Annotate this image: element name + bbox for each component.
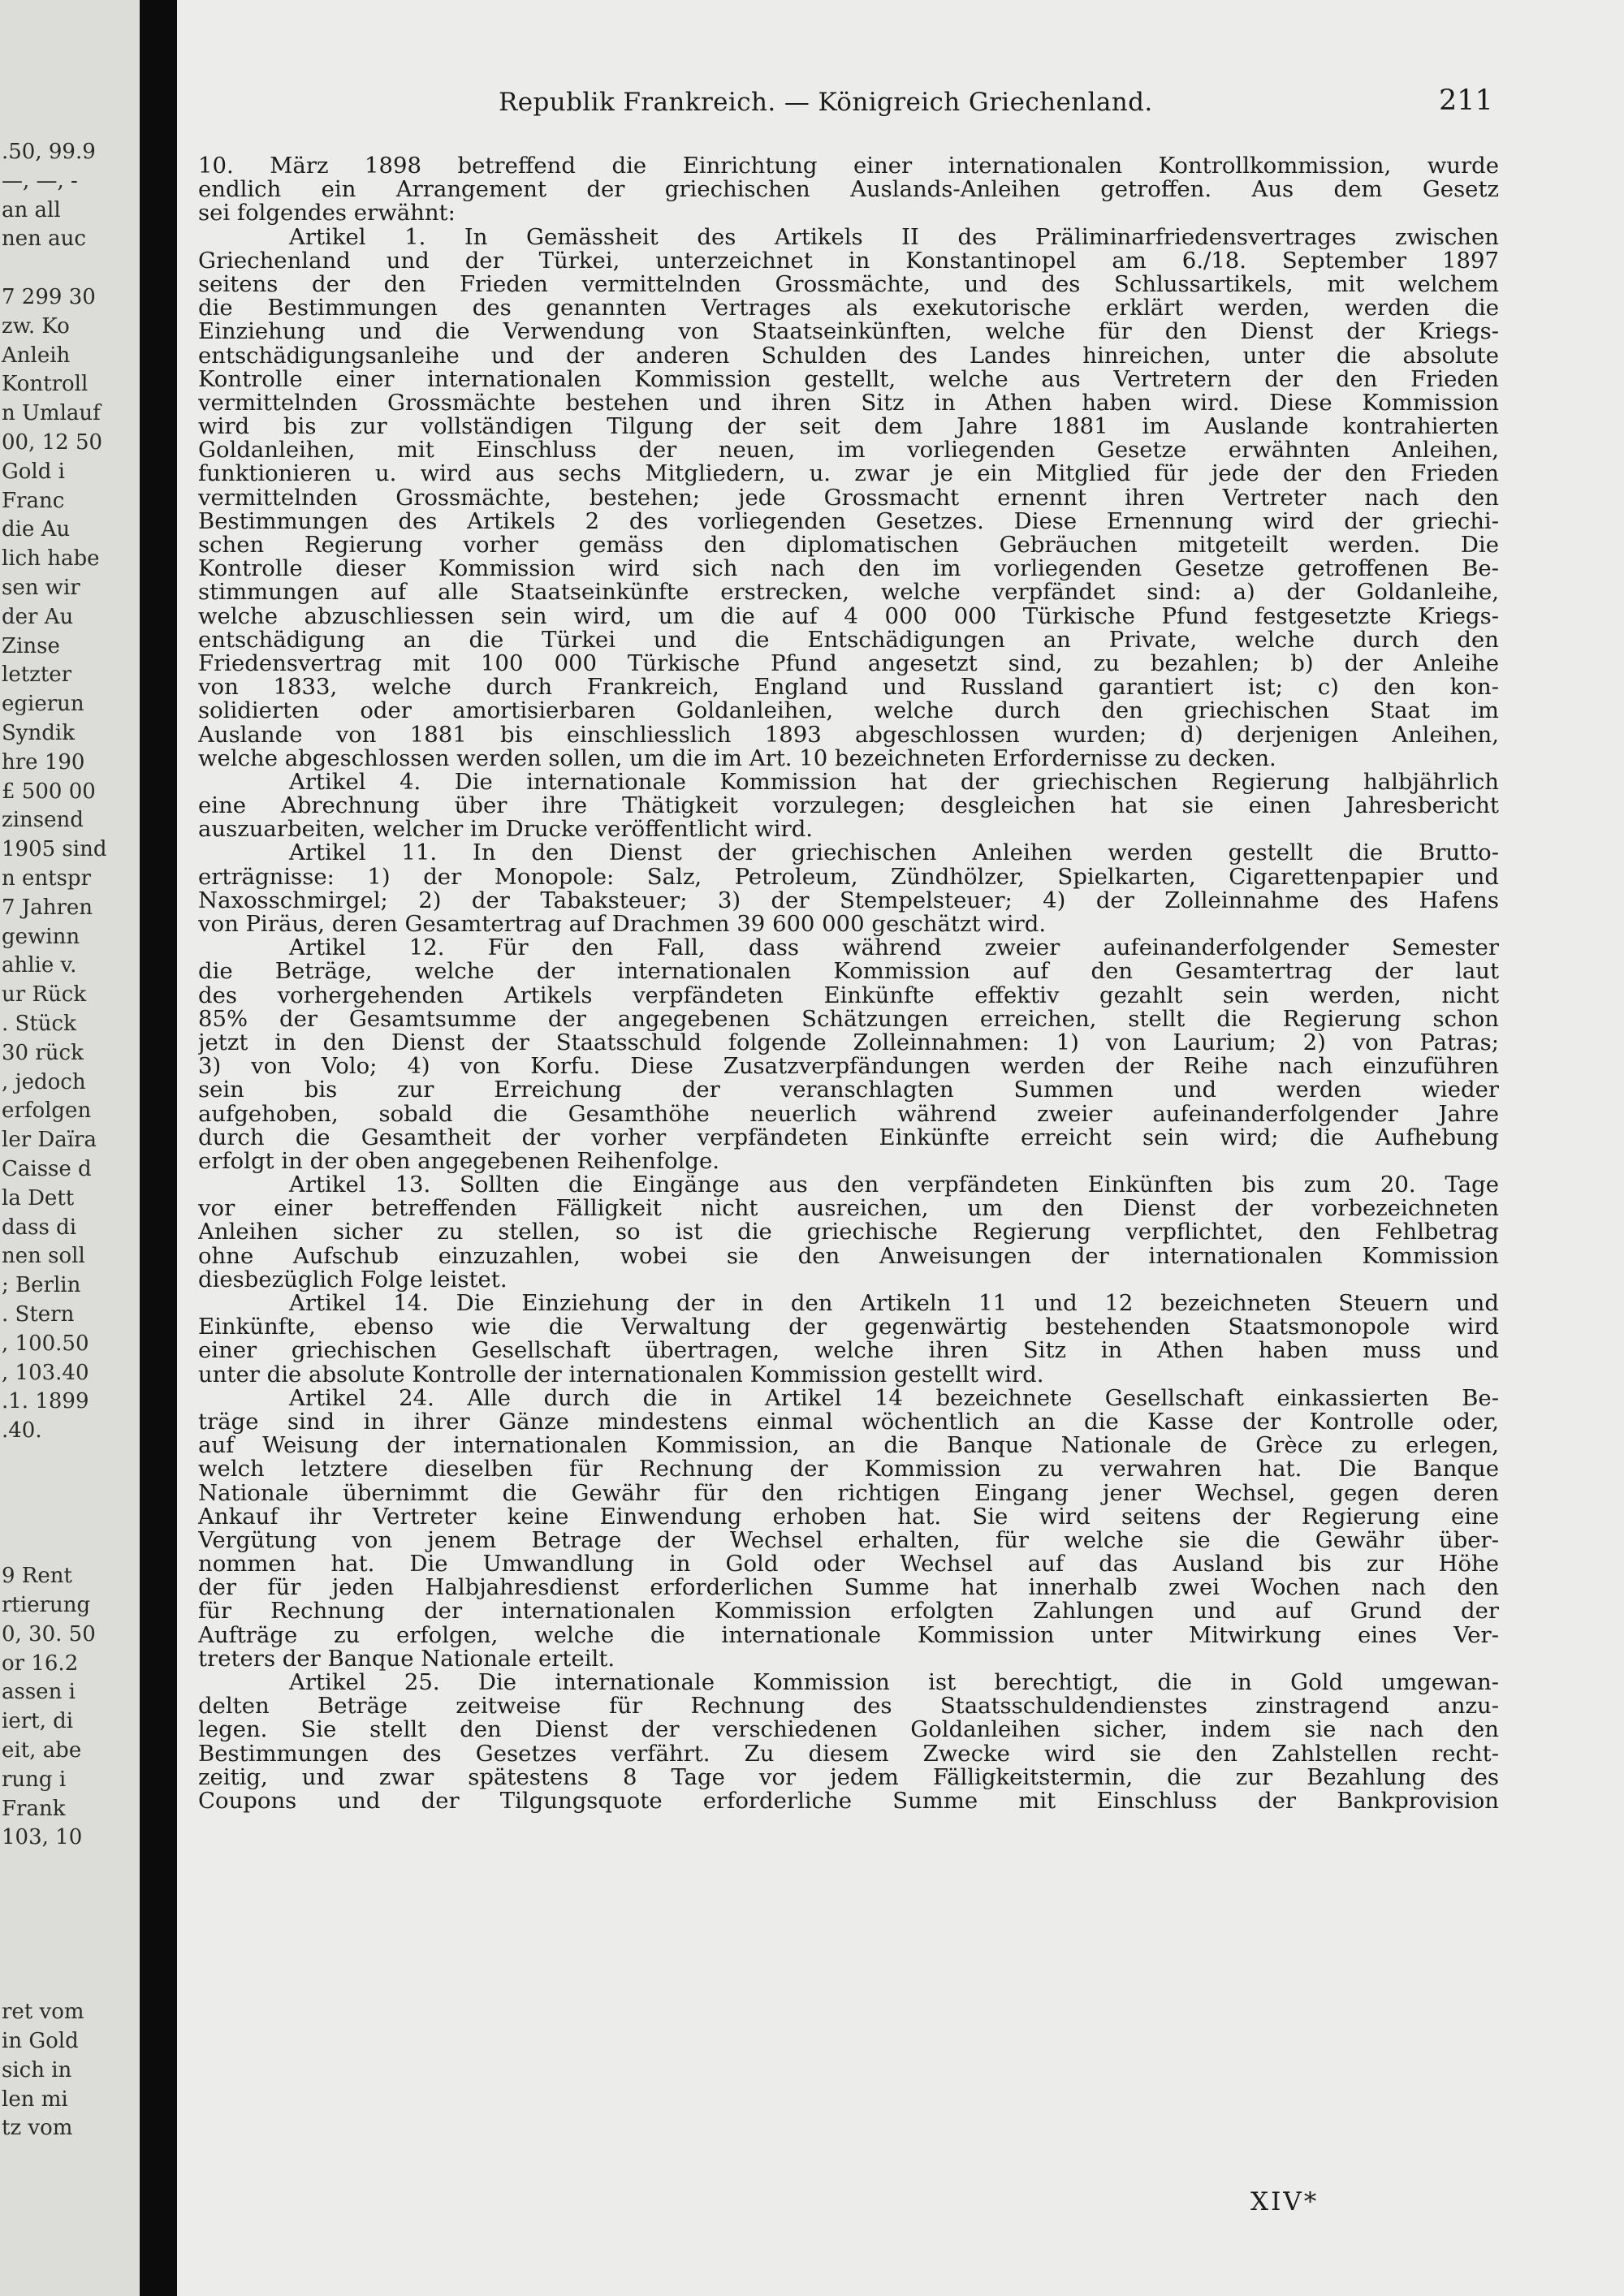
text-line: Kontrolle dieser Kommission wird sich nach den im vorliegenden Gesetze getroffenen Be- (198, 557, 1499, 581)
text-line: Artikel 1. In Gemässheit des Artikels II des Präliminarfriedensvertrages zwischen (289, 225, 1499, 249)
text-line: welch letztere dieselben für Rechnung der Kommission zu verwahren hat. Die Banque (198, 1457, 1499, 1482)
adjacent-page-fragment: , 103.40 (2, 1360, 89, 1385)
adjacent-page-fragment: lich habe (2, 546, 100, 572)
adjacent-page-fragment: . Stern (2, 1302, 75, 1327)
text-line: Artikel 12. Für den Fall, dass während zweier aufeinanderfolgender Semester (289, 936, 1499, 960)
text-line: Nationale übernimmt die Gewähr für den richtigen Eingang jener Wechsel, gegen deren (198, 1481, 1499, 1505)
adjacent-page-edge (0, 0, 140, 2296)
adjacent-page-fragment: dass di (2, 1215, 77, 1240)
text-line: des vorhergehenden Artikels verpfändeten Einkünfte effektiv gezahlt sein werden, nicht (198, 983, 1499, 1008)
text-line: vor einer betreffenden Fälligkeit nicht ausreichen, um den Dienst der vorbezeichneten (198, 1197, 1499, 1221)
adjacent-page-fragment: 103, 10 (2, 1825, 83, 1850)
text-line: eine Abrechnung über ihre Thätigkeit vorzulegen; desgleichen hat sie einen Jahresbericht (198, 794, 1499, 818)
text-line: aufgehoben, sobald die Gesamthöhe neuerlich während zweier aufeinanderfolgender Jahre (198, 1102, 1499, 1126)
text-line: der für jeden Halbjahresdienst erforderlichen Summe hat innerhalb zwei Wochen nach den (198, 1576, 1499, 1600)
adjacent-page-fragment: iert, di (2, 1709, 74, 1734)
text-line: die Beträge, welche der internationalen Kommission auf den Gesamtertrag der laut (198, 960, 1499, 984)
adjacent-page-fragment: ; Berlin (2, 1273, 81, 1298)
adjacent-page-fragment: Frank (2, 1796, 66, 1821)
body-text (198, 154, 1499, 1813)
adjacent-page-fragment: 1905 sind (2, 837, 107, 862)
text-line: diesbezüglich Folge leistet. (198, 1267, 508, 1292)
adjacent-page-fragment: gewinn (2, 924, 80, 949)
text-line: seitens der den Frieden vermittelnden Grossmächte, und des Schlussartikels, mit welchem (198, 272, 1499, 297)
text-line: 10. März 1898 betreffend die Einrichtung einer internationalen Kontrollkommission, wurde (198, 154, 1499, 179)
adjacent-page-fragment: assen i (2, 1680, 76, 1705)
adjacent-page-fragment: , jedoch (2, 1069, 86, 1094)
adjacent-page-fragment: Gold i (2, 459, 65, 484)
text-line: entschädigung an die Türkei und die Entschädigungen an Private, welche durch den (198, 628, 1499, 652)
text-line: Ankauf ihr Vertreter keine Einwendung erhoben hat. Sie wird seitens der Regierung eine (198, 1504, 1499, 1529)
adjacent-page-fragment: zw. Ko (2, 313, 70, 339)
adjacent-page-fragment: ler Daïra (2, 1128, 97, 1153)
adjacent-page-fragment: 0, 30. 50 (2, 1621, 96, 1646)
adjacent-page-fragment: sen wir (2, 576, 80, 600)
adjacent-page-fragment: Franc (2, 488, 65, 513)
adjacent-page-fragment: 30 rück (2, 1040, 84, 1065)
text-line: funktionieren u. wird aus sechs Mitgliedern, u. zwar je ein Mitglied für jede der den Frieden (198, 462, 1499, 486)
text-line: jetzt in den Dienst der Staatsschuld folgende Zolleinnahmen: 1) von Laurium; 2) von Patras; (198, 1030, 1499, 1055)
adjacent-page-fragment: , 100.50 (2, 1331, 89, 1356)
text-line: zeitig, und zwar spätestens 8 Tage vor jedem Fälligkeitstermin, die zur Bezahlung des (198, 1765, 1499, 1789)
text-line: Artikel 25. Die internationale Kommission ist berechtigt, die in Gold umgewan- (289, 1671, 1499, 1695)
adjacent-page-fragment: eit, abe (2, 1738, 82, 1763)
page-number: 211 (1439, 84, 1493, 117)
text-line: welche abgeschlossen werden sollen, um die im Art. 10 bezeichneten Erfordernisse zu decken. (198, 746, 1276, 770)
adjacent-page-fragment: Caisse d (2, 1157, 92, 1181)
text-line: Artikel 24. Alle durch die in Artikel 14 bezeichnete Gesellschaft einkassierten Be- (289, 1386, 1499, 1410)
adjacent-page-fragment: nen auc (2, 227, 86, 252)
adjacent-page-fragment: . Stück (2, 1012, 76, 1036)
adjacent-page-fragment: an all (2, 197, 61, 222)
adjacent-page-fragment: len mi (2, 2087, 68, 2112)
adjacent-page-fragment: sich in (2, 2057, 72, 2082)
text-line: unter die absolute Kontrolle der internationalen Kommission gestellt wird. (198, 1362, 1044, 1387)
text-line: 85% der Gesamtsumme der angegebenen Schätzungen erreichen, stellt die Regierung schon (198, 1007, 1499, 1031)
text-line: Bestimmungen des Gesetzes verfährt. Zu diesem Zwecke wird sie den Zahlstellen recht- (198, 1741, 1499, 1766)
adjacent-page-fragment: egierun (2, 692, 84, 717)
text-line: sei folgendes erwähnt: (198, 201, 456, 226)
text-line: träge sind in ihrer Gänze mindestens einmal wöchentlich an die Kasse der Kontrolle oder, (198, 1409, 1499, 1435)
text-line: welche abzuschliessen sein wird, um die auf 4 000 000 Türkische Pfund festgesetzte Kriegs- (198, 604, 1499, 628)
adjacent-page-fragment: tz vom (2, 2116, 73, 2141)
text-line: wird bis zur vollständigen Tilgung der seit dem Jahre 1881 im Auslande kontrahierten (198, 415, 1499, 439)
text-line: solidierten oder amortisierbaren Goldanleihen, welche durch den griechischen Staat im (198, 699, 1499, 723)
adjacent-page-fragment: ur Rück (2, 982, 87, 1008)
adjacent-page-fragment: ahlie v. (2, 953, 77, 978)
text-line: Aufträge zu erfolgen, welche die internationale Kommission unter Mitwirkung eines Ver- (198, 1623, 1499, 1647)
text-line: 3) von Volo; 4) von Korfu. Diese Zusatzverpfändungen werden der Reihe nach einzuführen (198, 1055, 1499, 1079)
text-line: einer griechischen Gesellschaft übertragen, welche ihren Sitz in Athen haben muss und (198, 1339, 1499, 1363)
adjacent-page-fragment: .40. (2, 1418, 42, 1444)
adjacent-page-fragment: 00, 12 50 (2, 430, 103, 455)
adjacent-page-fragment: in Gold (2, 2029, 79, 2053)
text-line: Artikel 13. Sollten die Eingänge aus den verpfändeten Einkünften bis zum 20. Tage (289, 1173, 1499, 1198)
adjacent-page-fragment: erfolgen (2, 1098, 92, 1124)
adjacent-page-fragment: rtierung (2, 1593, 91, 1617)
text-line: auf Weisung der internationalen Kommission, an die Banque Nationale de Grèce zu erlegen, (198, 1434, 1499, 1458)
adjacent-page-fragment: nen soll (2, 1244, 85, 1269)
text-line: von 1833, welche durch Frankreich, England und Russland garantiert ist; c) den kon- (198, 675, 1499, 700)
adjacent-page-fragment: zinsend (2, 808, 84, 833)
text-line: für Rechnung der internationalen Kommission erfolgten Zahlungen und auf Grund der (198, 1599, 1499, 1624)
adjacent-page-fragment: —, —, - (2, 168, 78, 193)
text-line: Vergütung von jenem Betrage der Wechsel erhalten, für welche sie die Gewähr über- (198, 1528, 1499, 1553)
text-line: Einkünfte, ebenso wie die Verwaltung der gegenwärtig bestehenden Staatsmonopole wird (198, 1315, 1499, 1340)
adjacent-page-fragment: hre 190 (2, 749, 85, 775)
adjacent-page-fragment: der Au (2, 604, 74, 629)
text-line: vermittelnden Grossmächte, bestehen; jede Grossmacht ernennt ihren Vertreter nach den (198, 486, 1499, 510)
book-gutter (140, 0, 177, 2296)
text-line: Bestimmungen des Artikels 2 des vorliegenden Gesetzes. Diese Ernennung wird der griechi- (198, 509, 1499, 533)
adjacent-page-fragment: letzter (2, 662, 72, 688)
adjacent-page-fragment: Anleih (2, 343, 71, 368)
adjacent-page-fragment: die Au (2, 517, 71, 542)
text-line: durch die Gesamtheit der vorher verpfändeten Einkünfte erreicht sein wird; die Aufhebung (198, 1125, 1499, 1150)
text-line: delten Beträge zeitweise für Rechnung des Staatsschuldendienstes zinstragend anzu- (198, 1694, 1499, 1719)
adjacent-page-fragment: Syndik (2, 721, 75, 745)
text-line: Auslande von 1881 bis einschliesslich 1893 abgeschlossen wurden; d) derjenigen Anleihen, (198, 723, 1499, 747)
text-line: erträgnisse: 1) der Monopole: Salz, Petroleum, Zündhölzer, Spielkarten, Cigarettenpapier und (198, 865, 1499, 889)
text-line: treters der Banque Nationale erteilt. (198, 1646, 615, 1671)
adjacent-page-fragment: rung i (2, 1767, 67, 1792)
adjacent-page-fragment: la Dett (2, 1185, 75, 1211)
adjacent-page-fragment: £ 500 00 (2, 779, 96, 804)
running-header: Republik Frankreich. — Königreich Griechenland. (499, 88, 1153, 117)
text-line: stimmungen auf alle Staatseinkünfte erstrecken, welche verpfändet sind: a) der Goldanleihe, (198, 580, 1499, 605)
text-line: Goldanleihen, mit Einschluss der neuen, im vorliegenden Gesetze erwähnten Anleihen, (198, 438, 1499, 463)
text-line: Griechenland und der Türkei, unterzeichnet in Konstantinopel am 6./18. September 1897 (198, 248, 1499, 273)
adjacent-page-fragment: .50, 99.9 (2, 140, 96, 164)
adjacent-page-fragment: 7 Jahren (2, 895, 93, 920)
text-line: vermittelnden Grossmächte bestehen und ihren Sitz in Athen haben wird. Diese Kommission (198, 391, 1499, 416)
adjacent-page-fragment: n Umlauf (2, 401, 101, 426)
text-line: schen Regierung vorher gemäss den diplomatischen Gebräuchen mitgeteilt werden. Die (198, 533, 1499, 558)
text-line: Anleihen sicher zu stellen, so ist die griechische Regierung verpflichtet, den Fehlbetrag (198, 1220, 1499, 1245)
text-line: ohne Aufschub einzuzahlen, wobei sie den Anweisungen der internationalen Kommission (198, 1244, 1499, 1268)
text-line: Coupons und der Tilgungsquote erforderliche Summe mit Einschluss der Bankprovision (198, 1789, 1499, 1814)
text-line: legen. Sie stellt den Dienst der verschiedenen Goldanleihen sicher, indem sie nach den (198, 1718, 1499, 1742)
adjacent-page-fragment: ret vom (2, 2000, 84, 2025)
adjacent-page-fragment: or 16.2 (2, 1651, 79, 1676)
text-line: sein bis zur Erreichung der veranschlagten Summen und werden wieder (198, 1078, 1499, 1103)
text-line: nommen hat. Die Umwandlung in Gold oder Wechsel auf das Ausland bis zur Höhe (198, 1552, 1499, 1577)
adjacent-page-fragment: n entspr (2, 866, 92, 891)
text-line: Friedensvertrag mit 100 000 Türkische Pfund angesetzt sind, zu bezahlen; b) der Anleihe (198, 651, 1499, 676)
adjacent-page-fragment: 7 299 30 (2, 285, 96, 309)
text-line: Naxosschmirgel; 2) der Tabaksteuer; 3) der Stempelsteuer; 4) der Zolleinnahme des Hafens (198, 888, 1499, 913)
text-line: die Bestimmungen des genannten Vertrages als exekutorische erklärt werden, werden die (198, 296, 1499, 321)
text-line: Kontrolle einer internationalen Kommission gestellt, welche aus Vertretern der den Frieden (198, 367, 1499, 391)
text-line: von Piräus, deren Gesamtertrag auf Drachmen 39 600 000 geschätzt wird. (198, 913, 1047, 937)
signature-mark: XIV* (1250, 2187, 1320, 2216)
adjacent-page-fragment: .1. 1899 (2, 1389, 89, 1414)
text-line: entschädigungsanleihe und der anderen Schulden des Landes hinreichen, unter die absolute (198, 343, 1499, 368)
adjacent-page-fragment: Kontroll (2, 372, 89, 397)
text-line: endlich ein Arrangement der griechischen Auslands-Anleihen getroffen. Aus dem Gesetz (198, 178, 1499, 202)
text-line: Artikel 11. In den Dienst der griechischen Anleihen werden gestellt die Brutto- (289, 841, 1499, 865)
adjacent-page-fragment: 9 Rent (2, 1564, 72, 1589)
text-line: Artikel 4. Die internationale Kommission hat der griechischen Regierung halbjährlich (289, 770, 1499, 795)
adjacent-page-fragment: Zinse (2, 633, 60, 658)
text-line: Einziehung und die Verwendung von Staatseinkünften, welche für den Dienst der Kriegs- (198, 320, 1499, 344)
text-line: auszuarbeiten, welcher im Drucke veröffentlicht wird. (198, 818, 814, 842)
text-line: Artikel 14. Die Einziehung der in den Artikeln 11 und 12 bezeichneten Steuern und (289, 1292, 1499, 1316)
text-line: erfolgt in der oben angegebenen Reihenfolge. (198, 1149, 720, 1174)
